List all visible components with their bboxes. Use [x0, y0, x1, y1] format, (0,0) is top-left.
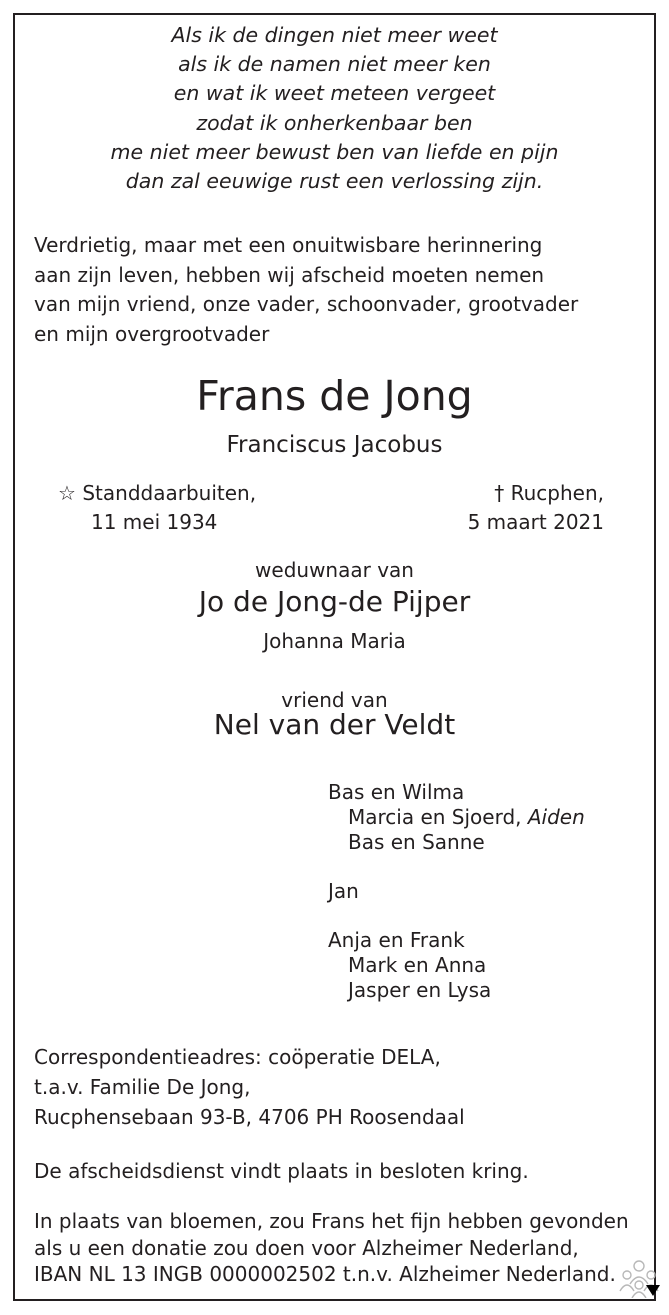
- service-note: De afscheidsdienst vindt plaats in besloten kring.: [34, 1159, 529, 1183]
- friend-name: Nel van der Veldt: [213, 708, 456, 741]
- spouse-relation: weduwnaar van: [255, 558, 414, 582]
- intro-line: en mijn overgrootvader: [34, 321, 270, 346]
- intro-text: [34, 231, 578, 349]
- family-member: Marcia en Sjoerd, Aiden: [348, 805, 585, 829]
- donation-line: In plaats van bloemen, zou Frans het fijn hebben gevonden: [34, 1209, 629, 1233]
- family-member: Anja en Frank: [328, 928, 465, 952]
- deceased-name: Frans de Jong: [196, 372, 473, 420]
- donation-line: als u een donatie zou doen voor Alzheimer Nederland,: [34, 1235, 579, 1260]
- address-line: Rucphensebaan 93-B, 4706 PH Roosendaal: [34, 1105, 465, 1129]
- death-place: Rucphen,: [510, 481, 604, 505]
- death-date: 5 maart 2021: [467, 510, 604, 534]
- family-member: Mark en Anna: [348, 953, 487, 977]
- address-line: Correspondentieadres: coöperatie DELA,: [34, 1045, 441, 1069]
- star-icon: ☆: [58, 481, 76, 505]
- intro-line: van mijn vriend, onze vader, schoonvader, grootvader: [34, 292, 579, 316]
- poem: [0, 21, 669, 196]
- address-line: t.a.v. Familie De Jong,: [34, 1075, 251, 1099]
- correspondence-address: [34, 1042, 465, 1132]
- family-member: Jan: [328, 879, 359, 903]
- poem-line: en wat ik weet meteen vergeet: [173, 81, 496, 106]
- poem-line: als ik de namen niet meer ken: [178, 52, 491, 77]
- family-member: Jasper en Lysa: [348, 978, 492, 1002]
- donation-note: [34, 1208, 629, 1288]
- death-info: [468, 479, 604, 537]
- family-member: Bas en Sanne: [348, 830, 485, 854]
- birth-info: [58, 479, 256, 537]
- intro-line: Verdrietig, maar met een onuitwisbare herinnering: [34, 233, 543, 257]
- deceased-full-name: Franciscus Jacobus: [226, 432, 443, 458]
- poem-line: dan zal eeuwige rust een verlossing zijn.: [125, 168, 544, 193]
- family-list: [328, 780, 585, 1003]
- cross-icon: †: [494, 481, 505, 505]
- birth-place: Standdaarbuiten,: [82, 481, 257, 505]
- intro-line: aan zijn leven, hebben wij afscheid moeten nemen: [34, 262, 545, 287]
- birth-date: 11 mei 1934: [91, 510, 218, 534]
- scroll-down-arrow-icon[interactable]: [646, 1285, 660, 1296]
- grandchild-name: Aiden: [527, 805, 585, 829]
- friend-relation: vriend van: [281, 688, 388, 712]
- spouse-full-name: Johanna Maria: [263, 629, 406, 653]
- spouse-name: Jo de Jong-de Pijper: [198, 585, 471, 618]
- poem-line: Als ik de dingen niet meer weet: [171, 23, 498, 47]
- family-member: Bas en Wilma: [328, 780, 465, 804]
- donation-line: IBAN NL 13 INGB 0000002502 t.n.v. Alzheimer Nederland.: [34, 1262, 616, 1286]
- poem-line: zodat ik onherkenbaar ben: [196, 110, 473, 135]
- poem-line: me niet meer bewust ben van liefde en pijn: [110, 139, 559, 164]
